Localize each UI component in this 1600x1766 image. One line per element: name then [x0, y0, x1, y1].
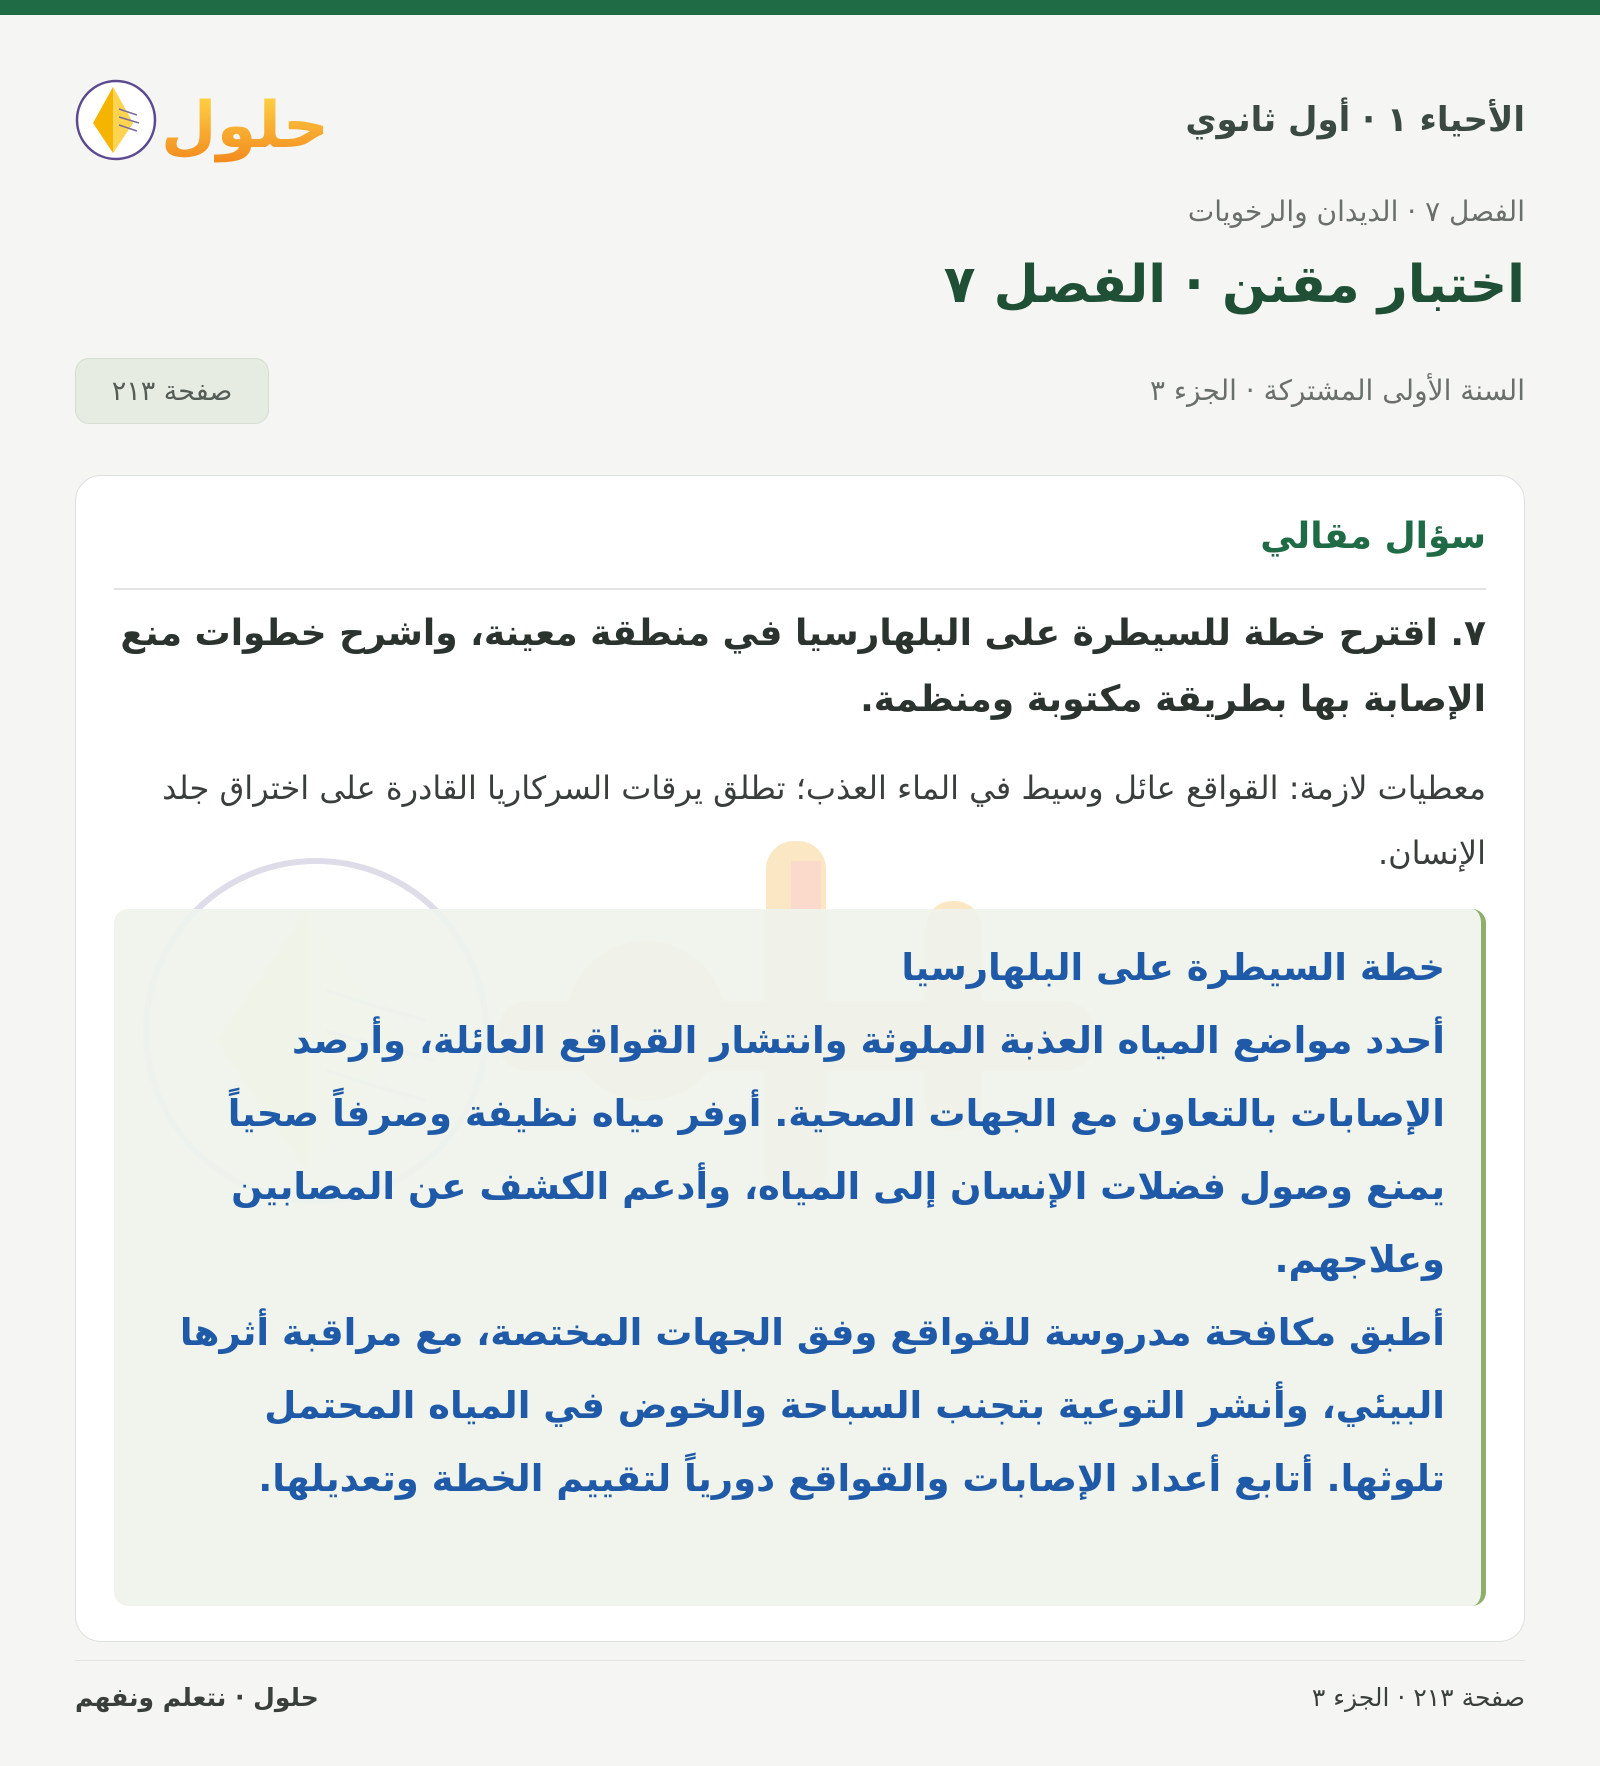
footer-page-info: صفحة ٢١٣ · الجزء ٣ — [1311, 1683, 1525, 1712]
hulul-logo[interactable] — [75, 65, 335, 175]
givens-text: معطيات لازمة: القواقع عائل وسيط في الماء العذب؛ تطلق يرقات السركاريا القادرة على اختراق جلد الإنسان. — [162, 769, 1486, 872]
question-text: ٧. اقترح خطة للسيطرة على البلهارسيا في منطقة معينة، واشرح خطوات منع الإصابة بها بطريقة مكتوبة ومنظمة. — [120, 613, 1486, 720]
card-header — [114, 516, 1486, 590]
footer — [75, 1660, 1525, 1741]
header — [75, 65, 1525, 175]
top-accent-bar — [0, 0, 1600, 15]
lesson-title: اختبار مقنن · الفصل ٧ — [943, 255, 1525, 315]
page-badge: صفحة ٢١٣ — [75, 358, 269, 424]
chapter-line: الفصل ٧ · الديدان والرخويات — [1187, 195, 1525, 228]
meta-row — [75, 358, 1525, 424]
question-card — [75, 475, 1525, 1642]
answer-box — [114, 909, 1486, 1606]
card-heading: سؤال مقالي — [1260, 516, 1486, 557]
answer-paragraph: أحدد مواضع المياه العذبة الملوثة وانتشار القواقع العائلة، وأرصد الإصابات بالتعاون مع الجهات الصحية. أوفر مياه نظيفة وصرفاً صحياً يمنع وصول فضلات الإنسان إلى المياه، وأدعم الكشف عن المصابين وعلاجهم. — [227, 1019, 1445, 1281]
book-title: الأحياء ١ · أول ثانوي — [1185, 100, 1525, 140]
footer-brand-tagline: حلول · نتعلم ونفهم — [75, 1683, 319, 1712]
answer-content — [150, 931, 1445, 1515]
page — [0, 15, 1600, 1766]
course-part: السنة الأولى المشتركة · الجزء ٣ — [1149, 374, 1525, 407]
logo-text: حلول — [161, 89, 329, 163]
answer-paragraph: أطبق مكافحة مدروسة للقواقع وفق الجهات المختصة، مع مراقبة أثرها البيئي، وأنشر التوعية بتجنب السباحة والخوض في المياه المحتمل تلوثها. أتابع أعداد الإصابات والقواقع دورياً لتقييم الخطة وتعديلها. — [179, 1311, 1445, 1500]
answer-title: خطة السيطرة على البلهارسيا — [901, 946, 1445, 989]
